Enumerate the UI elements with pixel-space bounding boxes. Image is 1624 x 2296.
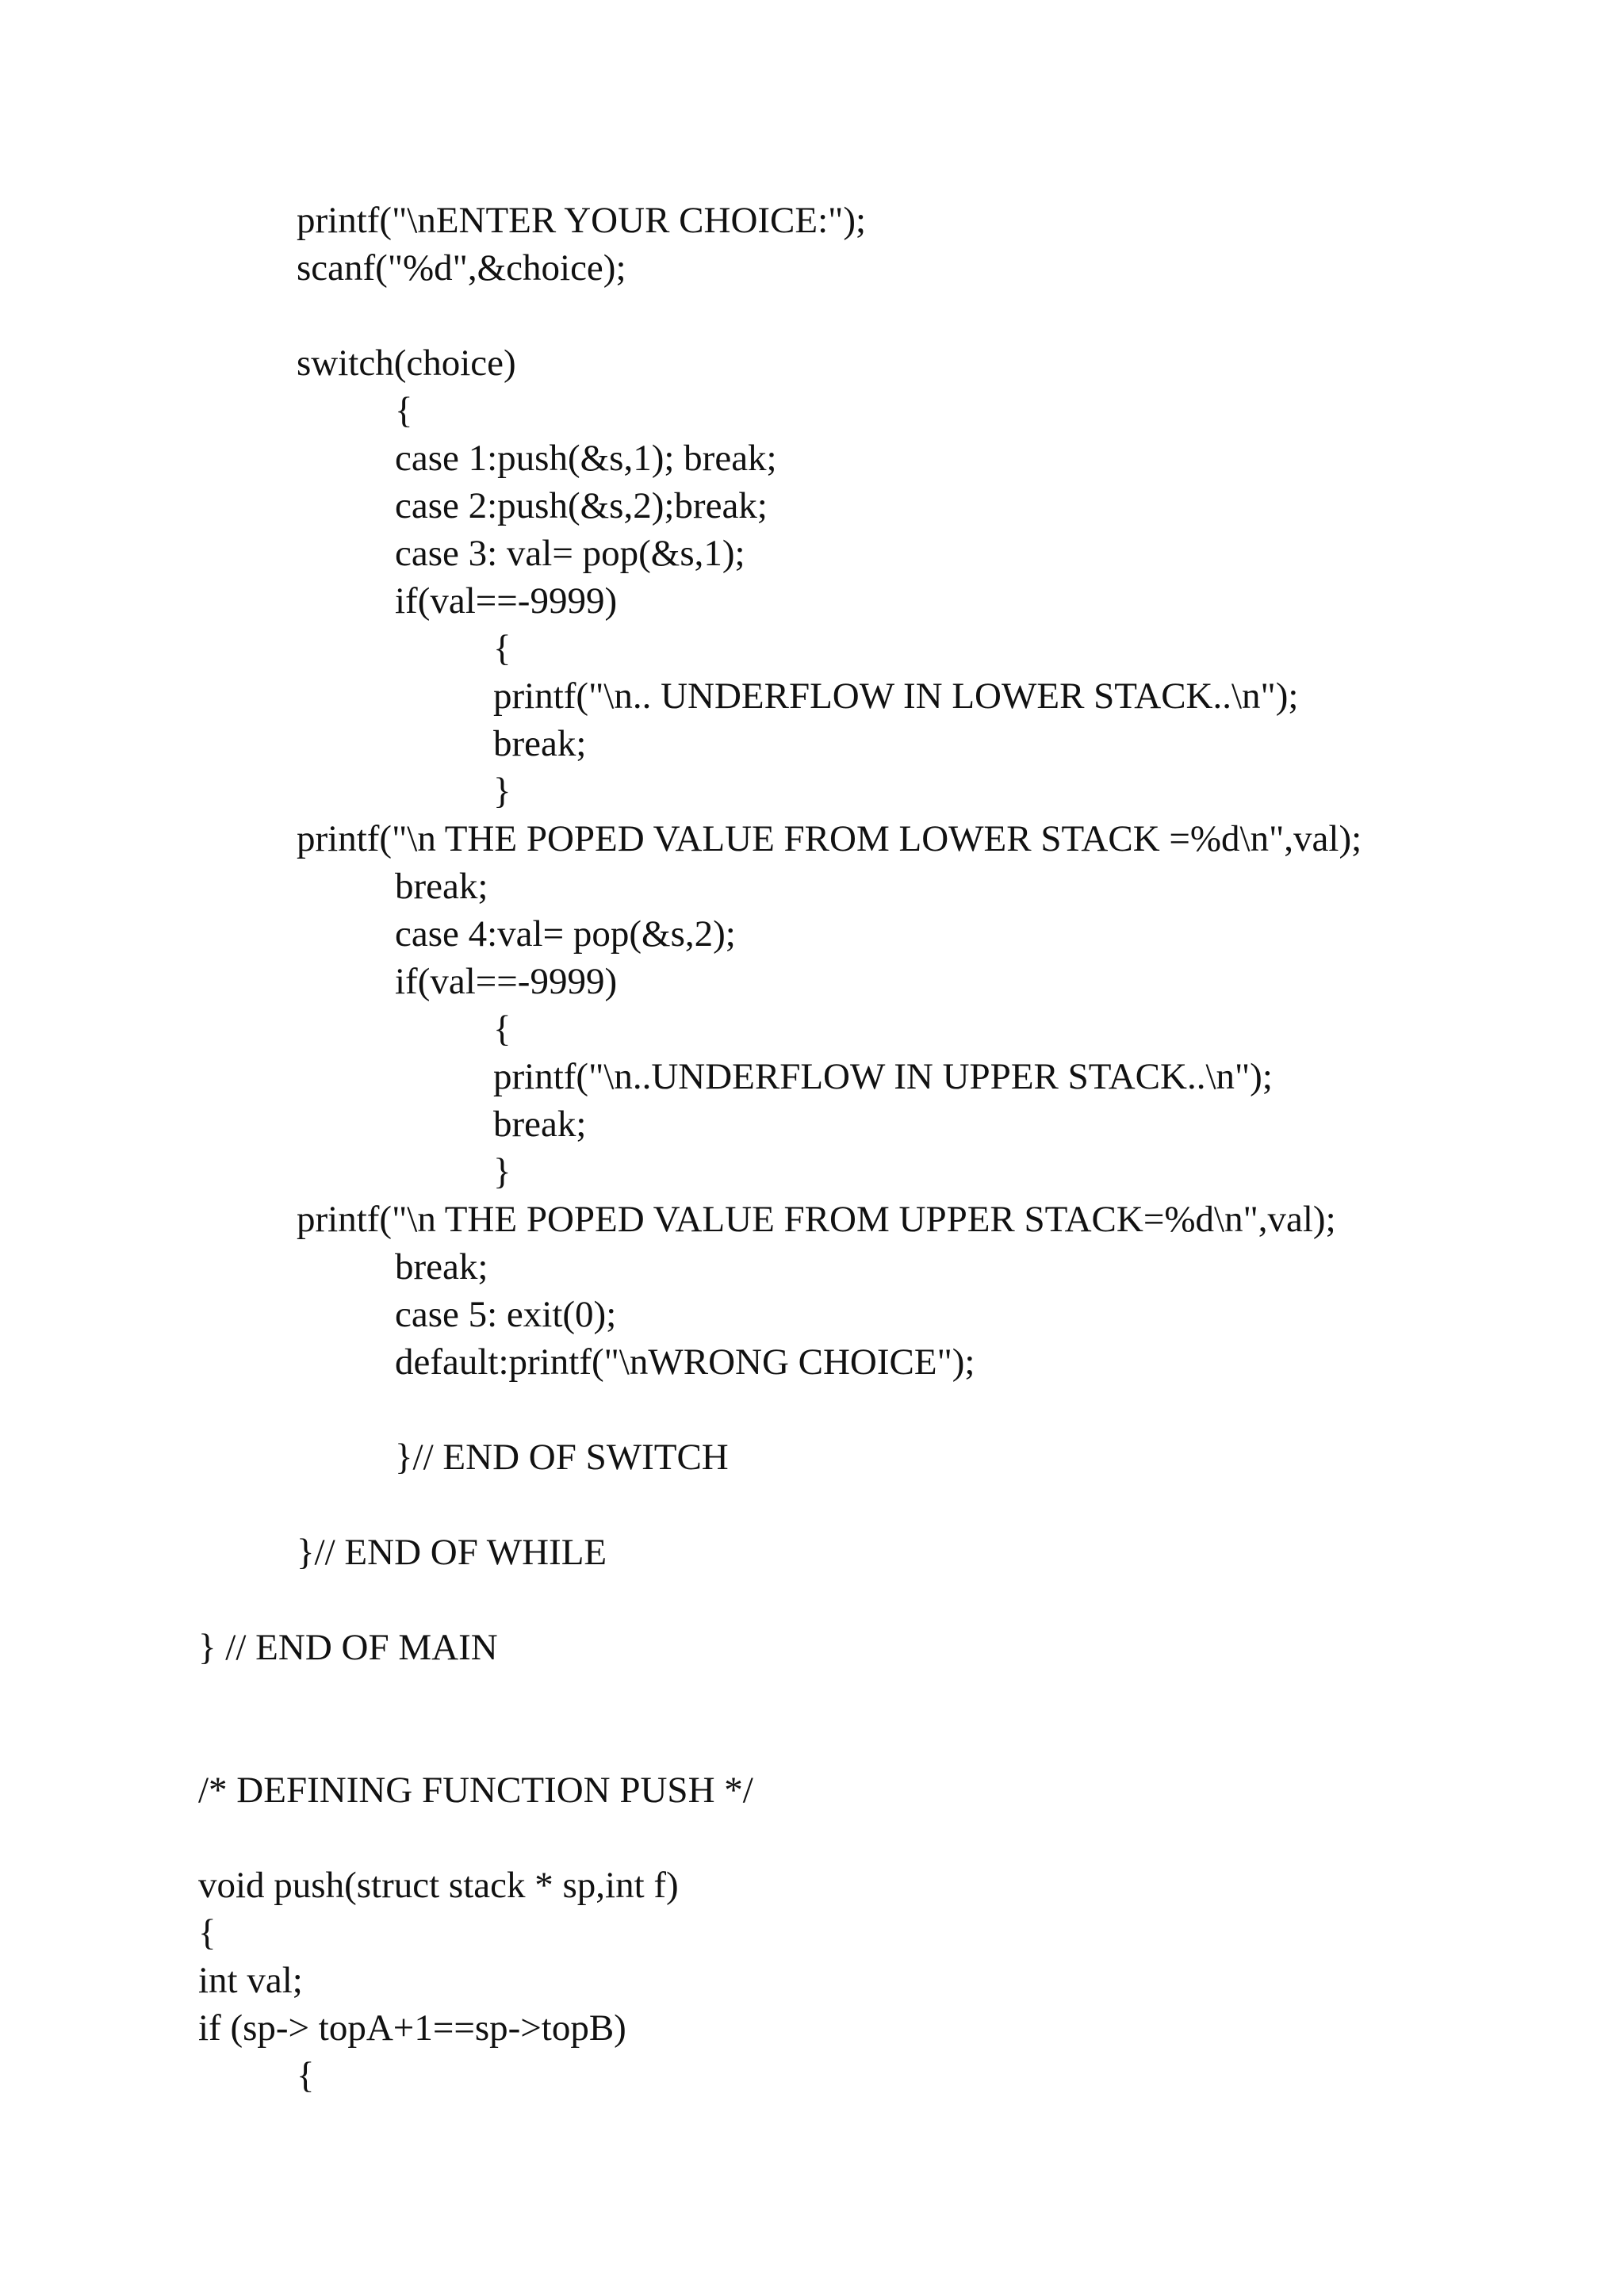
code-line: break;: [493, 1104, 587, 1145]
code-line: printf("\n THE POPED VALUE FROM UPPER STACK=%d\n",val);: [297, 1199, 1336, 1240]
code-line: break;: [493, 723, 587, 764]
code-line: printf("\nENTER YOUR CHOICE:");: [297, 200, 867, 241]
code-line: }// END OF WHILE: [297, 1532, 607, 1573]
code-line: {: [198, 1912, 216, 1954]
code-line: case 2:push(&s,2);break;: [395, 485, 768, 526]
code-line: void push(struct stack * sp,int f): [198, 1865, 679, 1906]
code-line: switch(choice): [297, 342, 516, 384]
code-line: {: [493, 1008, 511, 1050]
code-line: int val;: [198, 1960, 303, 2001]
code-line: } // END OF MAIN: [198, 1627, 498, 1668]
code-line: {: [395, 390, 413, 431]
code-line: if(val==-9999): [395, 961, 618, 1002]
code-line: }: [493, 771, 511, 812]
code-line: case 3: val= pop(&s,1);: [395, 533, 745, 574]
code-line: printf("\n THE POPED VALUE FROM LOWER STACK =%d\n",val);: [297, 818, 1362, 859]
code-line: printf("\n..UNDERFLOW IN UPPER STACK..\n");: [493, 1056, 1273, 1097]
code-line: scanf("%d",&choice);: [297, 247, 626, 289]
code-line: if (sp-> topA+1==sp->topB): [198, 2007, 626, 2049]
code-line: case 5: exit(0);: [395, 1294, 617, 1335]
code-line: if(val==-9999): [395, 580, 618, 622]
code-line: break;: [395, 866, 488, 907]
code-line: }: [493, 1151, 511, 1192]
code-line: /* DEFINING FUNCTION PUSH */: [198, 1770, 753, 1811]
code-line: default:printf("\nWRONG CHOICE");: [395, 1341, 975, 1383]
code-line: printf("\n.. UNDERFLOW IN LOWER STACK..\n");: [493, 675, 1299, 717]
code-line: break;: [395, 1246, 488, 1288]
code-line: }// END OF SWITCH: [395, 1437, 729, 1478]
code-line: {: [493, 628, 511, 669]
code-line: {: [297, 2055, 315, 2096]
code-line: case 1:push(&s,1); break;: [395, 438, 777, 479]
code-line: case 4:val= pop(&s,2);: [395, 913, 736, 955]
